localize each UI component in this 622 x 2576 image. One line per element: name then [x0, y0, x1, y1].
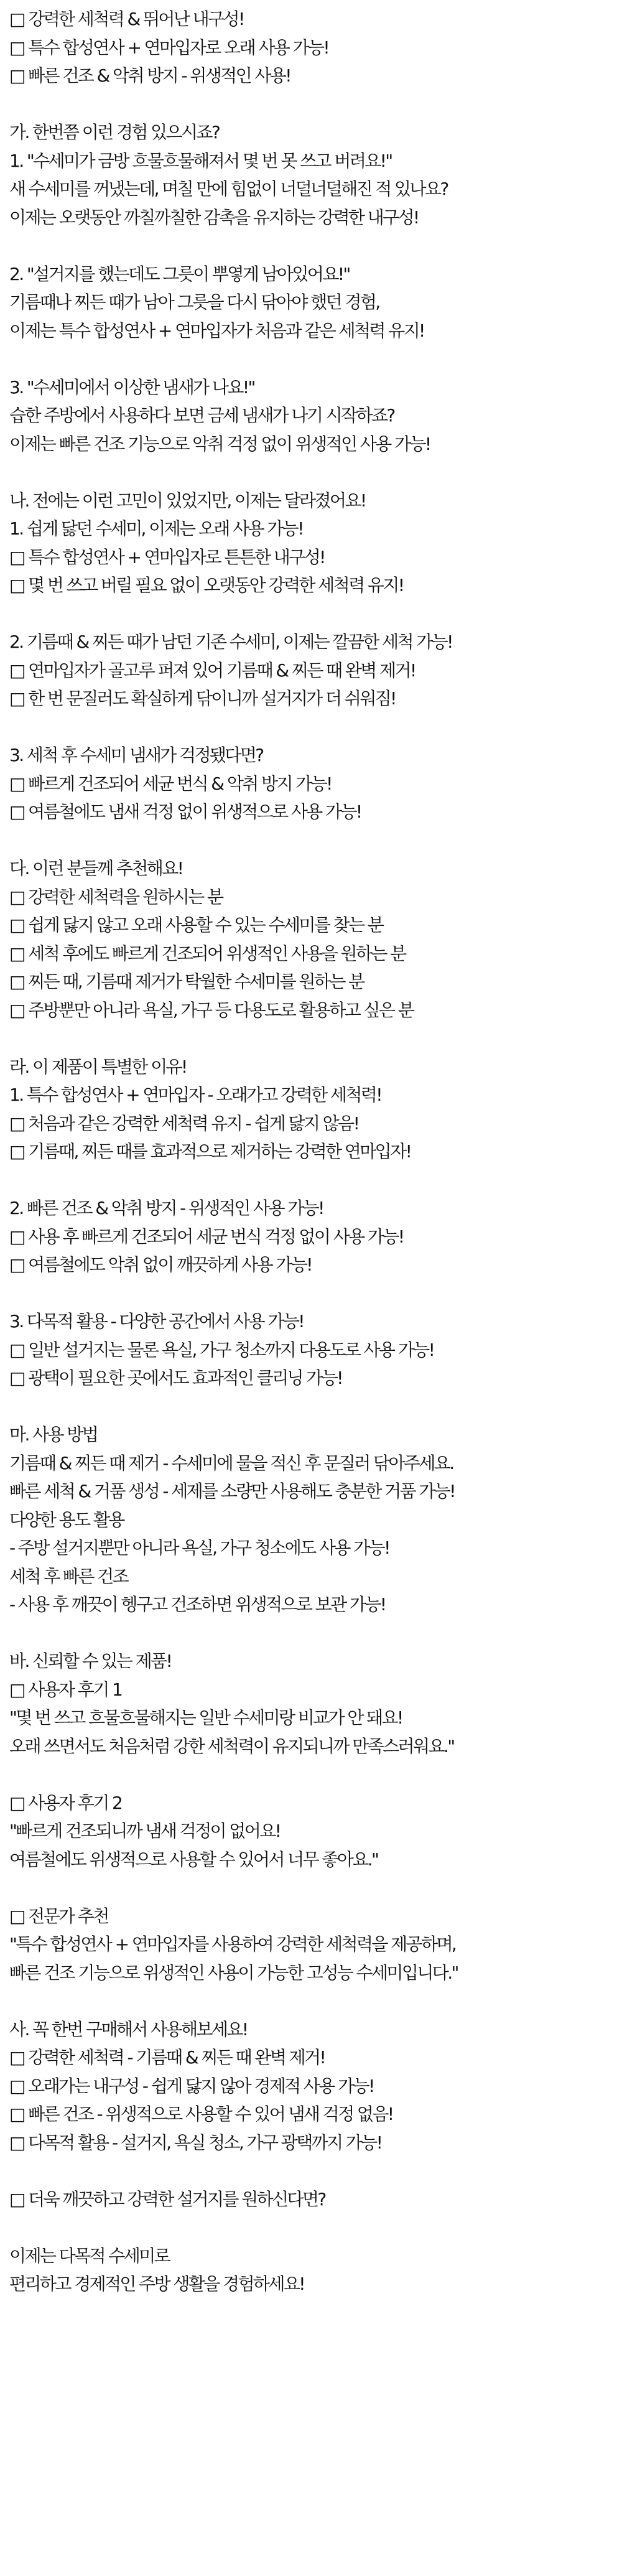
blank-line: [0, 90, 622, 119]
text-line: □ 세척 후에도 빠르게 건조되어 위생적인 사용을 원하는 분: [9, 943, 406, 964]
text-line: □ 몇 번 쓰고 버릴 필요 없이 오랫동안 강력한 세척력 유지!: [9, 575, 404, 595]
text-line: □ 오래가는 내구성 - 쉽게 닳지 않아 경제적 사용 가능!: [9, 2075, 374, 2096]
text-line: □ 특수 합성연사 + 연마입자로 튼튼한 내구성!: [9, 546, 325, 567]
text-line: 다양한 용도 활용: [9, 1509, 124, 1530]
blank-line: [0, 2157, 622, 2185]
blank-line: [0, 1987, 622, 2015]
blank-line: [0, 1760, 622, 1789]
text-line: "빠르게 건조되니까 냄새 걱정이 없어요!: [9, 1821, 281, 1841]
text-line: 1. 쉽게 닳던 수세미, 이제는 오래 사용 가능!: [9, 518, 303, 539]
text-line: □ 빠른 건조 - 위생적으로 사용할 수 있어 냄새 걱정 없음!: [9, 2104, 393, 2124]
text-line: □ 사용자 후기 2: [9, 1792, 122, 1813]
text-line: □ 사용자 후기 1: [9, 1679, 122, 1700]
text-line: □ 다목적 활용 - 설거지, 욕실 청소, 가구 광택까지 가능!: [9, 2132, 382, 2153]
text-line: □ 주방뿐만 아니라 욕실, 가구 등 다용도로 활용하고 싶은 분: [9, 999, 414, 1020]
text-line: 3. 다목적 활용 - 다양한 공간에서 사용 가능!: [9, 1311, 304, 1332]
text-line: □ 여름철에도 악취 없이 깨끗하게 사용 가능!: [9, 1254, 312, 1275]
text-line: □ 강력한 세척력을 원하시는 분: [9, 886, 223, 907]
text-line: 이제는 오랫동안 까칠까칠한 감촉을 유지하는 강력한 내구성!: [9, 207, 419, 228]
blank-line: [0, 1874, 622, 1902]
text-line: 나. 전에는 이런 고민이 있었지만, 이제는 달라졌어요!: [9, 490, 366, 511]
text-line: □ 일반 설거지는 물론 욕실, 가구 청소까지 다용도로 사용 가능!: [9, 1339, 434, 1360]
text-line: □ 한 번 문질러도 확실하게 닦이니까 설거지가 더 쉬워짐!: [9, 688, 396, 709]
text-line: □ 빠른 건조 & 악취 방지 - 위생적인 사용!: [9, 65, 290, 86]
text-line: 기름때나 찌든 때가 남아 그릇을 다시 닦아야 했던 경험,: [9, 292, 379, 312]
text-line: □ 처음과 같은 강력한 세척력 유지 - 쉽게 닳지 않음!: [9, 1113, 359, 1134]
text-line: □ 강력한 세척력 & 뛰어난 내구성!: [9, 9, 244, 29]
text-line: 빠른 건조 기능으로 위생적인 사용이 가능한 고성능 수세미입니다.": [9, 1962, 458, 1983]
blank-line: [0, 458, 622, 487]
blank-line: [0, 826, 622, 855]
text-line: □ 빠르게 건조되어 세균 번식 & 악취 방지 가능!: [9, 773, 332, 794]
text-line: 이제는 특수 합성연사 + 연마입자가 처음과 같은 세척력 유지!: [9, 320, 424, 341]
text-line: 2. "설거지를 했는데도 그릇이 뿌옇게 남아있어요!": [9, 263, 350, 284]
blank-line: [0, 1619, 622, 1648]
text-line: "특수 합성연사 + 연마입자를 사용하여 강력한 세척력을 제공하며,: [9, 1934, 456, 1954]
text-line: 다. 이런 분들께 추천해요!: [9, 858, 183, 879]
text-line: 1. 특수 합성연사 + 연마입자 - 오래가고 강력한 세척력!: [9, 1085, 381, 1105]
text-line: 2. 기름때 & 찌든 때가 남던 기존 수세미, 이제는 깔끔한 세척 가능!: [9, 632, 452, 652]
text-line: 습한 주방에서 사용하다 보면 금세 냄새가 나기 시작하죠?: [9, 405, 394, 426]
text-line: 3. 세척 후 수세미 냄새가 걱정됐다면?: [9, 745, 263, 765]
text-line: 오래 쓰면서도 처음처럼 강한 세척력이 유지되니까 만족스러워요.": [9, 1735, 454, 1757]
text-line: □ 광택이 필요한 곳에서도 효과적인 클리닝 가능!: [9, 1368, 342, 1388]
text-line: 편리하고 경제적인 주방 생활을 경험하세요!: [9, 2274, 304, 2294]
blank-line: [0, 1279, 622, 1308]
blank-line: [0, 2213, 622, 2242]
text-line: 기름때 & 찌든 때 제거 - 수세미에 물을 적신 후 문질러 닦아주세요.: [9, 1452, 453, 1473]
text-line: 마. 사용 방법: [9, 1424, 98, 1445]
text-line: 새 수세미를 꺼냈는데, 며칠 만에 힘없이 너덜너덜해진 적 있나요?: [9, 179, 448, 199]
text-line: □ 특수 합성연사 + 연마입자로 오래 사용 가능!: [9, 37, 329, 58]
text-line: 가. 한번쯤 이런 경험 있으시죠?: [9, 122, 220, 142]
text-line: 여름철에도 위생적으로 사용할 수 있어서 너무 좋아요.": [9, 1849, 378, 1870]
blank-line: [0, 600, 622, 628]
text-line: - 주방 설거지뿐만 아니라 욕실, 가구 청소에도 사용 가능!: [9, 1538, 389, 1558]
text-line: □ 쉽게 닳지 않고 오래 사용할 수 있는 수세미를 찾는 분: [9, 915, 383, 935]
text-line: □ 강력한 세척력 - 기름때 & 찌든 때 완벽 제거!: [9, 2047, 325, 2068]
text-line: 3. "수세미에서 이상한 냄새가 나요!": [9, 376, 254, 398]
text-line: □ 찌든 때, 기름때 제거가 탁월한 수세미를 원하는 분: [9, 971, 364, 992]
blank-line: [0, 1024, 622, 1053]
blank-line: [0, 1166, 622, 1195]
blank-line: [0, 345, 622, 373]
text-line: 바. 신뢰할 수 있는 제품!: [9, 1651, 172, 1671]
text-line: □ 더욱 깨끗하고 강력한 설거지를 원하신다면?: [9, 2188, 325, 2210]
text-line: 빠른 세척 & 거품 생성 - 세제를 소량만 사용해도 충분한 거품 가능!: [9, 1481, 455, 1501]
text-line: 사. 꼭 한번 구매해서 사용해보세요!: [9, 2018, 248, 2040]
text-line: □ 전문가 추천: [9, 1905, 108, 1926]
text-line: 2. 빠른 건조 & 악취 방지 - 위생적인 사용 가능!: [9, 1198, 323, 1218]
blank-line: [0, 1393, 622, 1421]
text-line: □ 연마입자가 골고루 퍼져 있어 기름때 & 찌든 때 완벽 제거!: [9, 660, 415, 681]
text-line: □ 기름때, 찌든 때를 효과적으로 제거하는 강력한 연마입자!: [9, 1141, 411, 1162]
text-line: □ 여름철에도 냄새 걱정 없이 위생적으로 사용 가능!: [9, 801, 361, 822]
text-line: - 사용 후 깨끗이 헹구고 건조하면 위생적으로 보관 가능!: [9, 1594, 386, 1615]
text-line: 1. "수세미가 금방 흐물흐물해져서 몇 번 못 쓰고 버려요!": [9, 150, 392, 171]
blank-line: [0, 231, 622, 260]
text-line: "몇 번 쓰고 흐물흐물해지는 일반 수세미랑 비교가 안 돼요!: [9, 1707, 402, 1728]
text-line: 라. 이 제품이 특별한 이유!: [9, 1056, 187, 1077]
blank-line: [0, 713, 622, 742]
text-line: 이제는 다목적 수세미로: [9, 2245, 170, 2266]
text-line: 세척 후 빠른 건조: [9, 1566, 128, 1587]
text-line: 이제는 빠른 건조 기능으로 악취 걱정 없이 위생적인 사용 가능!: [9, 433, 430, 454]
text-line: □ 사용 후 빠르게 건조되어 세균 번식 걱정 없이 사용 가능!: [9, 1226, 404, 1247]
